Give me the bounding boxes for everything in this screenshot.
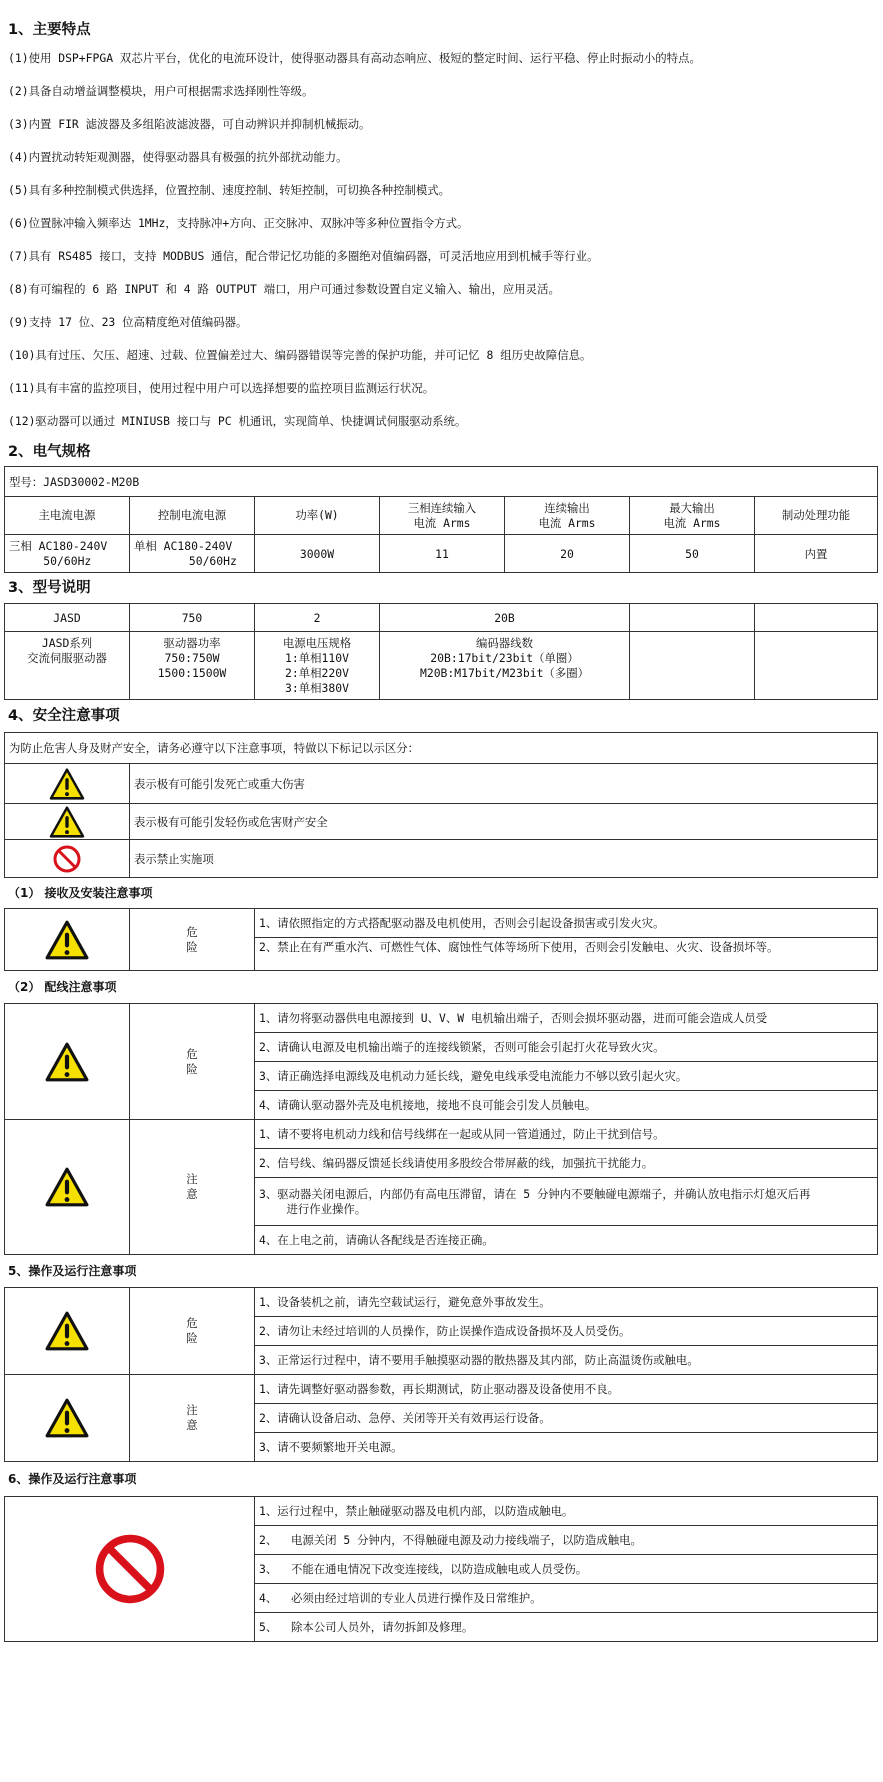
spec-header-cell: 功率(W) xyxy=(255,497,380,535)
wiring-caution-note: 4、在上电之前，请确认各配线是否连接正确。 xyxy=(255,1226,878,1255)
feature-item: (11)具有丰富的监控项目，使用过程中用户可以选择想要的监控项目监测运行状况。 xyxy=(8,381,435,395)
wiring-danger-note: 4、请确认驱动器外壳及电机接地，接地不良可能会引发人员触电。 xyxy=(255,1091,878,1120)
section-6-title: 6、操作及运行注意事项 xyxy=(8,1472,137,1486)
safety-intro: 为防止危害人身及财产安全，请务必遵守以下注意事项，特做以下标记以示区分： xyxy=(5,733,878,764)
subsection-1-title: （1） 接收及安装注意事项 xyxy=(8,886,153,900)
model-code-cell xyxy=(630,604,755,632)
feature-list xyxy=(4,42,879,438)
spec-value-cell: 单相 AC180-240V 50/60Hz xyxy=(130,535,255,573)
prohibited-icon-cell xyxy=(5,1497,255,1642)
wiring-caution-note: 2、信号线、编码器反馈延长线请使用多股绞合带屏蔽的线，加强抗干扰能力。 xyxy=(255,1149,878,1178)
operation-danger-note: 1、设备装机之前，请先空载试运行，避免意外事故发生。 xyxy=(255,1288,878,1317)
section-2-title: 2、电气规格 xyxy=(8,444,91,460)
warning-triangle-icon xyxy=(45,1311,89,1351)
model-desc-cell xyxy=(630,632,755,700)
wiring-caution-warning-icon-cell xyxy=(5,1120,130,1255)
spec-value-cell: 50 xyxy=(630,535,755,573)
legend-danger-text: 表示极有可能引发死亡或重大伤害 xyxy=(130,764,878,804)
section-1-title: 1、主要特点 xyxy=(8,22,91,38)
prohibited-icon xyxy=(52,844,82,874)
wiring-notes-table xyxy=(4,1003,878,1255)
model-desc-cell: 电源电压规格 1:单相110V 2:单相220V 3:单相380V xyxy=(255,632,380,700)
spec-header-cell: 控制电流电源 xyxy=(130,497,255,535)
wiring-danger-note: 1、请勿将驱动器供电电源接到 U、V、W 电机输出端子，否则会损坏驱动器，进而可能会造成人员受 xyxy=(255,1004,878,1033)
operation-notes-table xyxy=(4,1287,878,1462)
feature-item: (1)使用 DSP+FPGA 双芯片平台，优化的电流环设计，使得驱动器具有高动态响应、极短的整定时间、运行平稳、停止时振动小的特点。 xyxy=(8,51,701,65)
feature-item: (6)位置脉冲输入频率达 1MHz，支持脉冲+方向、正交脉冲、双脉冲等多种位置指令方式。 xyxy=(8,216,469,230)
model-desc-cell: JASD系列 交流伺服驱动器 xyxy=(5,632,130,700)
spec-header-cell: 三相连续输入 电流 Arms xyxy=(380,497,505,535)
feature-item: (7)具有 RS485 接口，支持 MODBUS 通信，配合带记忆功能的多圈绝对值编码器，可灵活地应用到机械手等行业。 xyxy=(8,249,599,263)
operation-caution-label: 注 意 xyxy=(130,1375,255,1462)
model-code-cell: 750 xyxy=(130,604,255,632)
warning-triangle-icon xyxy=(45,1398,89,1438)
feature-item: (4)内置扰动转矩观测器，使得驱动器具有极强的抗外部扰动能力。 xyxy=(8,150,348,164)
spec-value-cell: 11 xyxy=(380,535,505,573)
section-3-title: 3、型号说明 xyxy=(8,580,91,596)
spec-header-cell: 制动处理功能 xyxy=(755,497,878,535)
prohibited-note: 5、 除本公司人员外，请勿拆卸及修理。 xyxy=(255,1613,878,1642)
warning-triangle-icon xyxy=(45,920,89,960)
model-code-cell: 20B xyxy=(380,604,630,632)
legend-caution-text: 表示极有可能引发轻伤或危害财产安全 xyxy=(130,804,878,840)
wiring-caution-label: 注 意 xyxy=(130,1120,255,1255)
operation-danger-note: 3、正常运行过程中，请不要用手触摸驱动器的散热器及其内部，防止高温烫伤或触电。 xyxy=(255,1346,878,1375)
operation-danger-warning-icon-cell xyxy=(5,1288,130,1375)
prohibited-note: 1、运行过程中，禁止触碰驱动器及电机内部，以防造成触电。 xyxy=(255,1497,878,1526)
operation-caution-note: 1、请先调整好驱动器参数，再长期测试，防止驱动器及设备使用不良。 xyxy=(255,1375,878,1404)
prohibited-icon xyxy=(92,1531,168,1607)
wiring-caution-note: 1、请不要将电机动力线和信号线绑在一起或从同一管道通过，防止干扰到信号。 xyxy=(255,1120,878,1149)
subsection-2-title: （2） 配线注意事项 xyxy=(8,980,117,994)
spec-header-cell: 最大输出 电流 Arms xyxy=(630,497,755,535)
prohibited-note: 4、 必须由经过培训的专业人员进行操作及日常维护。 xyxy=(255,1584,878,1613)
legend-prohibited-text: 表示禁止实施项 xyxy=(130,840,878,878)
install-notes-table xyxy=(4,908,878,971)
install-danger-label: 危 险 xyxy=(130,909,255,971)
warning-triangle-icon xyxy=(49,768,85,800)
model-desc-cell xyxy=(755,632,878,700)
spec-value-cell: 3000W xyxy=(255,535,380,573)
operation-danger-label: 危 险 xyxy=(130,1288,255,1375)
model-code-table xyxy=(4,603,878,700)
model-desc-cell: 驱动器功率 750:750W 1500:1500W xyxy=(130,632,255,700)
spec-header-cell: 主电流电源 xyxy=(5,497,130,535)
wiring-danger-label: 危 险 xyxy=(130,1004,255,1120)
model-label: 型号：JASD30002-M20B xyxy=(5,467,878,497)
wiring-danger-warning-icon-cell xyxy=(5,1004,130,1120)
operation-danger-note: 2、请勿让未经过培训的人员操作，防止误操作造成设备损坏及人员受伤。 xyxy=(255,1317,878,1346)
model-code-cell: 2 xyxy=(255,604,380,632)
wiring-danger-note: 2、请确认电源及电机输出端子的连接线锁紧，否则可能会引起打火花导致火灾。 xyxy=(255,1033,878,1062)
legend-prohibited-icon-cell xyxy=(5,840,130,878)
electrical-spec-table xyxy=(4,466,878,573)
operation-caution-note: 3、请不要频繁地开关电源。 xyxy=(255,1433,878,1462)
install-note-2: 2、禁止在有严重水汽、可燃性气体、腐蚀性气体等场所下使用，否则会引发触电、火灾、设备损坏等。 xyxy=(255,938,878,971)
warning-triangle-icon xyxy=(45,1042,89,1082)
wiring-caution-note: 3、驱动器关闭电源后，内部仍有高电压滞留，请在 5 分钟内不要触碰电源端子，并确认放电指示灯熄灭后再 进行作业操作。 xyxy=(255,1178,878,1226)
feature-item: (8)有可编程的 6 路 INPUT 和 4 路 OUTPUT 端口，用户可通过参数设置自定义输入、输出，应用灵活。 xyxy=(8,282,560,296)
wiring-danger-note: 3、请正确选择电源线及电机动力延长线，避免电线承受电流能力不够以致引起火灾。 xyxy=(255,1062,878,1091)
safety-legend-table xyxy=(4,732,878,878)
feature-item: (5)具有多种控制模式供选择，位置控制、速度控制、转矩控制，可切换各种控制模式。 xyxy=(8,183,451,197)
install-warning-icon-cell xyxy=(5,909,130,971)
warning-triangle-icon xyxy=(49,806,85,838)
spec-value-cell: 20 xyxy=(505,535,630,573)
prohibited-note: 2、 电源关闭 5 分钟内，不得触碰电源及动力接线端子，以防造成触电。 xyxy=(255,1526,878,1555)
warning-triangle-icon xyxy=(45,1167,89,1207)
model-desc-cell: 编码器线数 20B:17bit/23bit（单圈） M20B:M17bit/M23bit（多圈） xyxy=(380,632,630,700)
legend-danger-icon-cell xyxy=(5,764,130,804)
feature-item: (3)内置 FIR 滤波器及多组陷波滤波器，可自动辨识并抑制机械振动。 xyxy=(8,117,371,131)
section-4-title: 4、安全注意事项 xyxy=(8,708,120,724)
feature-item: (10)具有过压、欠压、超速、过载、位置偏差过大、编码器错误等完善的保护功能，并可记忆 8 组历史故障信息。 xyxy=(8,348,592,362)
legend-caution-icon-cell xyxy=(5,804,130,840)
feature-item: (12)驱动器可以通过 MINIUSB 接口与 PC 机通讯，实现简单、快捷调试伺服驱动系统。 xyxy=(8,414,467,428)
operation-caution-note: 2、请确认设备启动、急停、关闭等开关有效再运行设备。 xyxy=(255,1404,878,1433)
model-code-cell: JASD xyxy=(5,604,130,632)
operation-caution-warning-icon-cell xyxy=(5,1375,130,1462)
spec-value-cell: 内置 xyxy=(755,535,878,573)
feature-item: (9)支持 17 位、23 位高精度绝对值编码器。 xyxy=(8,315,248,329)
spec-value-cell: 三相 AC180-240V 50/60Hz xyxy=(5,535,130,573)
prohibited-note: 3、 不能在通电情况下改变连接线，以防造成触电或人员受伤。 xyxy=(255,1555,878,1584)
spec-header-cell: 连续输出 电流 Arms xyxy=(505,497,630,535)
install-note-1: 1、请依照指定的方式搭配驱动器及电机使用，否则会引起设备损害或引发火灾。 xyxy=(255,909,878,938)
feature-item: (2)具备自动增益调整模块，用户可根据需求选择刚性等级。 xyxy=(8,84,314,98)
model-code-cell xyxy=(755,604,878,632)
section-5-title: 5、操作及运行注意事项 xyxy=(8,1264,137,1278)
prohibited-notes-table xyxy=(4,1496,878,1642)
